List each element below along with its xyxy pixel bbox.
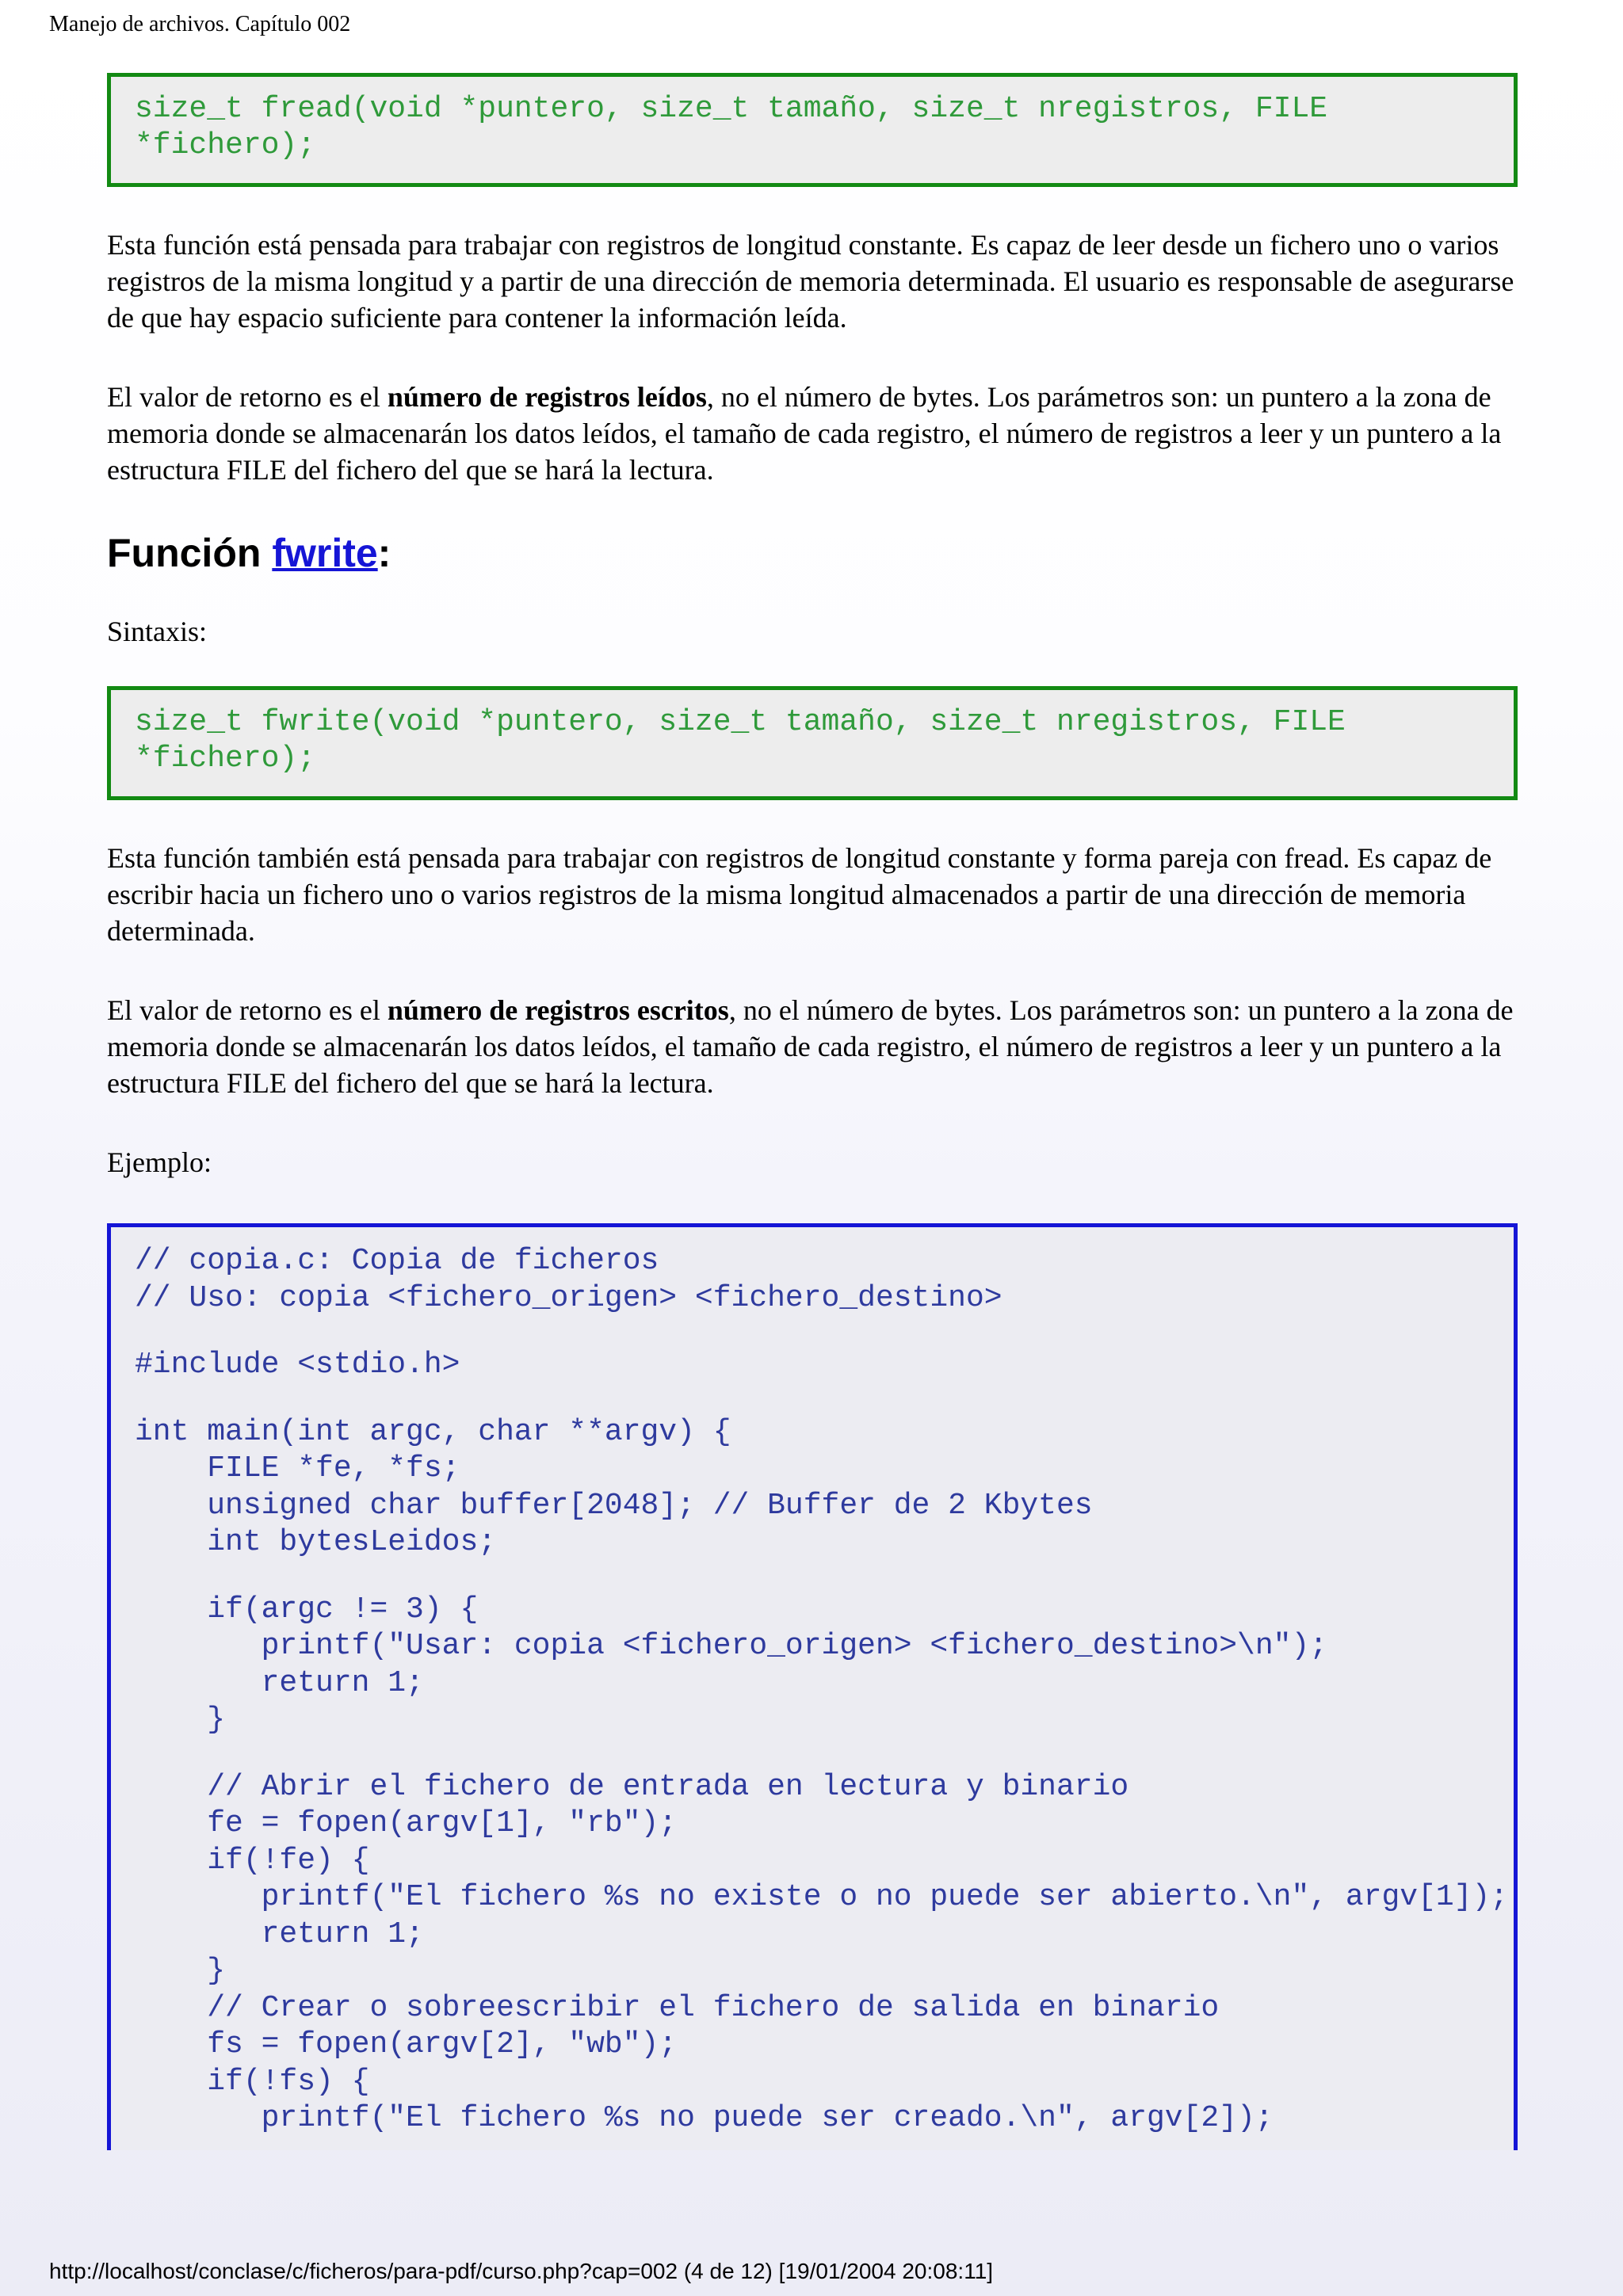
code-line: #include <stdio.h> bbox=[135, 1348, 460, 1382]
code-line: int bytesLeidos; bbox=[135, 1525, 497, 1559]
code-line: int main(int argc, char **argv) { bbox=[135, 1414, 731, 1449]
fwrite-heading: Función fwrite: bbox=[107, 531, 391, 575]
footer-url: http://localhost/conclase/c/ficheros/para-pdf/curso.php?cap=002 (4 de 12) [19/01/2004 20:08:11] bbox=[49, 2259, 994, 2283]
code-line: printf("Usar: copia <fichero_origen> <fichero_destino>\n"); bbox=[135, 1629, 1328, 1663]
fread-syntax-code: size_t fread(void *puntero, size_t tamaño, size_t nregistros, FILE *fichero); bbox=[107, 73, 1518, 187]
code-line: return 1; bbox=[135, 1917, 424, 1951]
code-line: // Uso: copia <fichero_origen> <fichero_destino> bbox=[135, 1280, 1002, 1315]
fread-return-bold: número de registros leídos bbox=[387, 381, 707, 413]
code-line: unsigned char buffer[2048]; // Buffer de 2 Kbytes bbox=[135, 1488, 1093, 1523]
fwrite-return-bold: número de registros escritos bbox=[387, 994, 729, 1026]
fread-return-value: El valor de retorno es el número de registros leídos, no el número de bytes. Los parámetros son: un puntero a la zona de memoria donde se almacenarán los datos leídos, el tamaño de cada registro, el número de registros a leer y un puntero a la estructura FILE del fichero del que se hará la lectura. bbox=[107, 381, 1502, 486]
code-line: fs = fopen(argv[2], "wb"); bbox=[135, 2027, 678, 2061]
code-line: if(!fe) { bbox=[135, 1843, 370, 1878]
fwrite-return-value: El valor de retorno es el número de registros escritos, no el número de bytes. Los parámetros son: un puntero a la zona de memoria donde se almacenarán los datos leídos, el tamaño de cada registro, el número de registros a leer y un puntero a la estructura FILE del fichero del que se hará la lectura. bbox=[107, 994, 1514, 1099]
fwrite-description: Esta función también está pensada para trabajar con registros de longitud constante y forma pareja con fread. Es capaz de escribir hacia un fichero uno o varios registros de la misma longitud almacenados a partir de una dirección de memoria determinada. bbox=[107, 842, 1492, 947]
syntax-label: Sintaxis: bbox=[107, 616, 208, 647]
code-line: // Crear o sobreescribir el fichero de salida en binario bbox=[135, 1990, 1220, 2025]
code-line: printf("El fichero %s no existe o no puede ser abierto.\n", argv[1]); bbox=[135, 1880, 1509, 1914]
code-line: fe = fopen(argv[1], "rb"); bbox=[135, 1806, 678, 1840]
code-line: if(!fs) { bbox=[135, 2064, 370, 2099]
code-line: FILE *fe, *fs; bbox=[135, 1451, 460, 1486]
code-blank-line bbox=[135, 1739, 1490, 1769]
page-header-title: Manejo de archivos. Capítulo 002 bbox=[49, 12, 351, 36]
example-code-block bbox=[107, 1223, 1518, 2150]
fwrite-link[interactable]: fwrite bbox=[272, 531, 378, 575]
example-label: Ejemplo: bbox=[107, 1146, 212, 1178]
code-blank-line bbox=[135, 1384, 1490, 1414]
code-line: } bbox=[135, 1954, 226, 1988]
document-content bbox=[107, 73, 1518, 2150]
code-blank-line bbox=[135, 1317, 1490, 1347]
fread-description: Esta función está pensada para trabajar con registros de longitud constante. Es capaz de leer desde un fichero uno o varios registros de la misma longitud y a partir de una dirección de memoria determinada. El usuario es responsable de asegurarse de que hay espacio suficiente para contener la información leída. bbox=[107, 229, 1514, 334]
code-line: printf("El fichero %s no puede ser creado.\n", argv[2]); bbox=[135, 2101, 1274, 2135]
code-line: return 1; bbox=[135, 1665, 424, 1700]
code-line: } bbox=[135, 1703, 226, 1737]
fwrite-syntax-code: size_t fwrite(void *puntero, size_t tamaño, size_t nregistros, FILE *fichero); bbox=[107, 686, 1518, 800]
code-line: if(argc != 3) { bbox=[135, 1592, 479, 1627]
code-line: // Abrir el fichero de entrada en lectura y binario bbox=[135, 1769, 1129, 1804]
code-line: // copia.c: Copia de ficheros bbox=[135, 1244, 659, 1278]
code-blank-line bbox=[135, 1562, 1490, 1592]
